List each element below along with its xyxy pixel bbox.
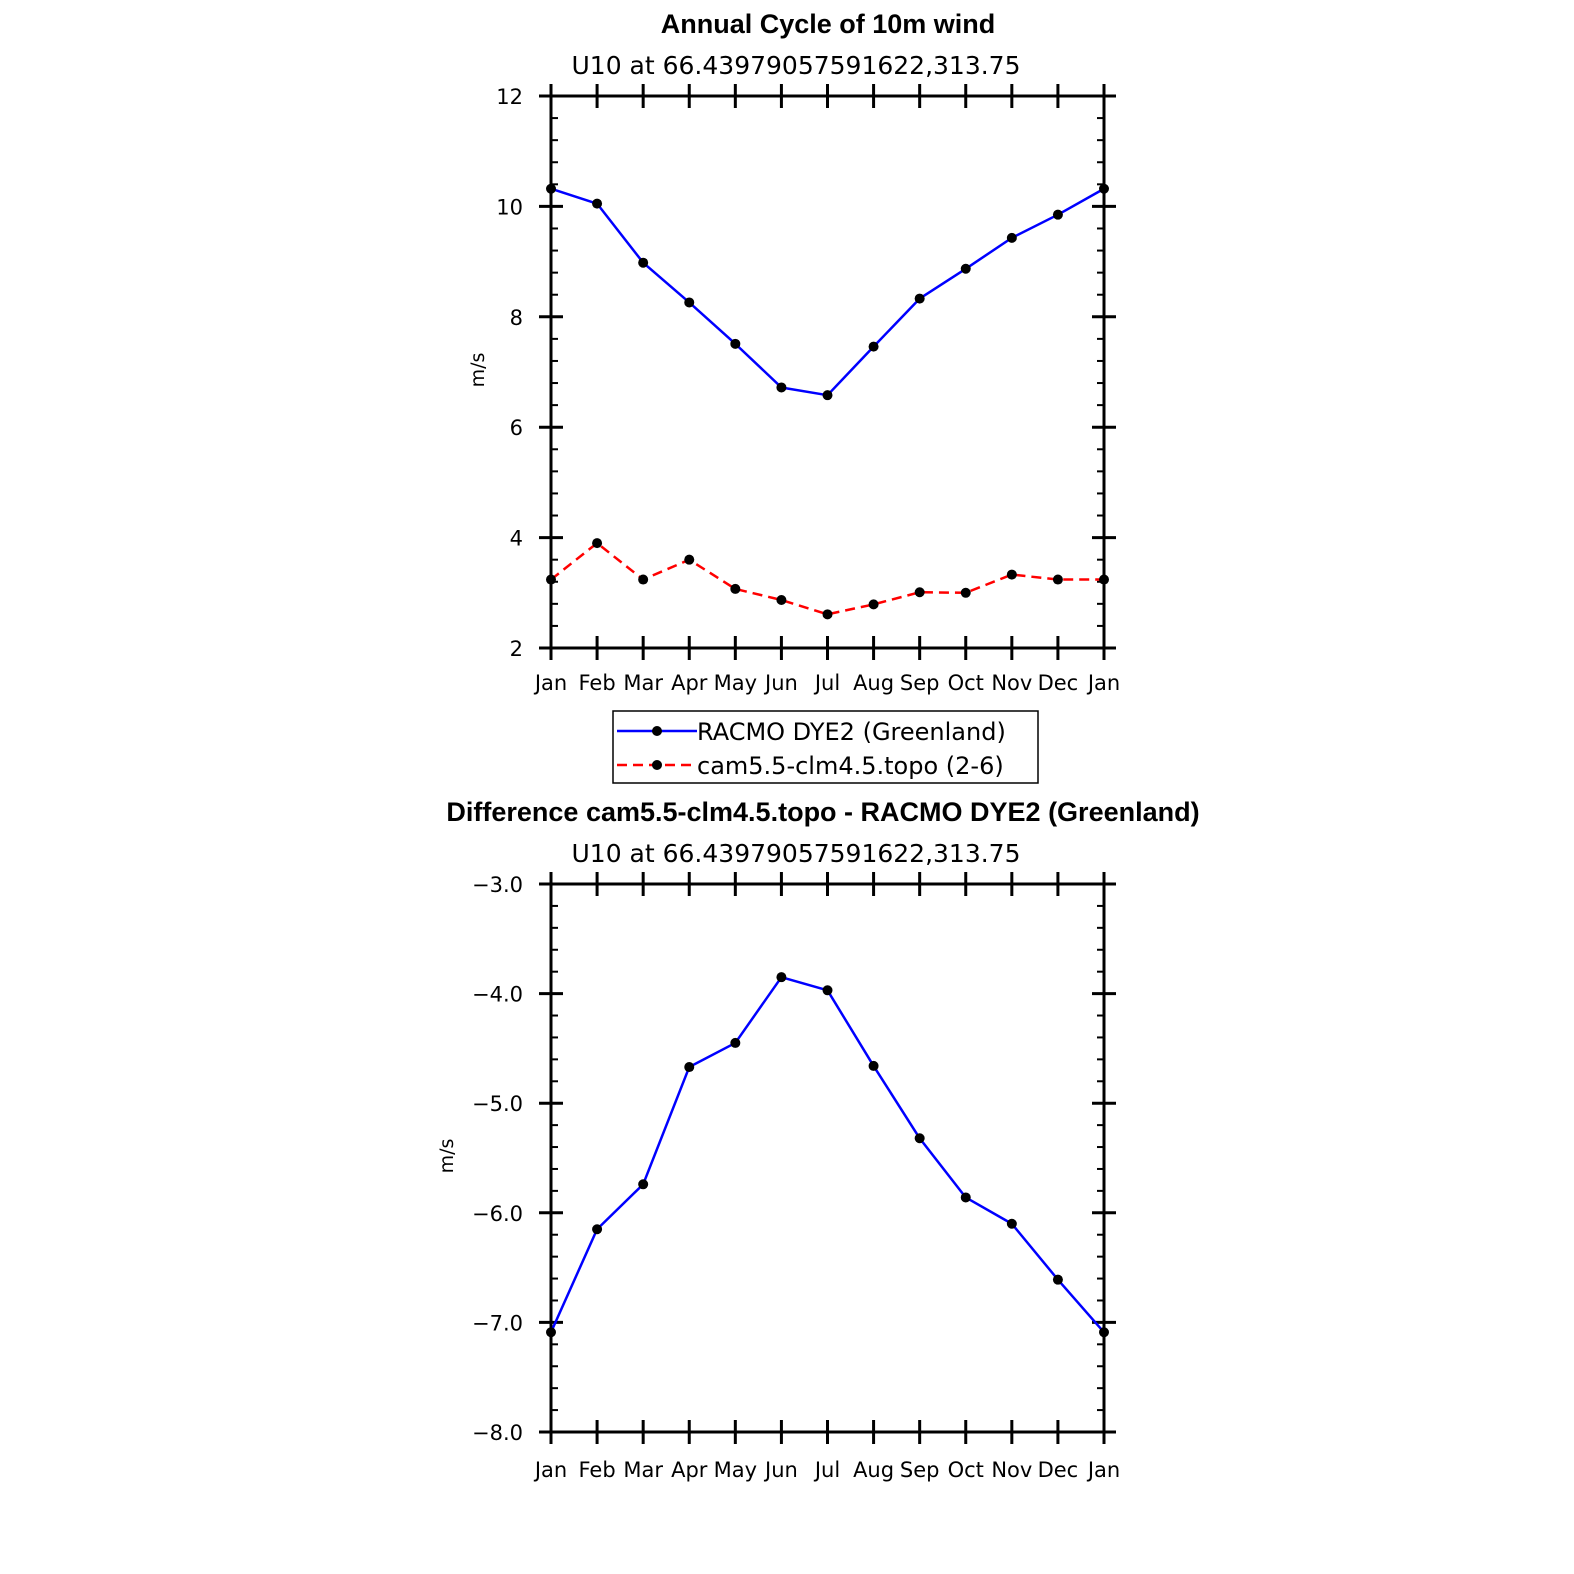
data-point xyxy=(961,588,971,598)
chart-subtitle: U10 at 66.43979057591622,313.75 xyxy=(571,839,1021,868)
y-tick-label: 8 xyxy=(509,305,523,330)
data-point xyxy=(546,575,556,585)
plot-frame xyxy=(551,884,1104,1432)
x-tick-label: Oct xyxy=(947,1458,984,1482)
x-tick-label: Dec xyxy=(1037,1458,1079,1482)
data-point xyxy=(823,985,833,995)
data-point xyxy=(961,1192,971,1202)
y-tick-label: −3.0 xyxy=(472,873,523,897)
y-axis-label: m/s xyxy=(436,1138,458,1174)
x-tick-label: Jun xyxy=(765,1458,798,1482)
data-point xyxy=(730,1038,740,1048)
data-point xyxy=(546,184,556,194)
x-tick-label: Dec xyxy=(1037,671,1079,695)
data-point xyxy=(823,609,833,619)
x-tick-label: May xyxy=(713,1458,758,1482)
x-tick-label: Feb xyxy=(578,671,616,695)
x-tick-label: Mar xyxy=(623,1458,663,1482)
data-point xyxy=(823,390,833,400)
series-line-1 xyxy=(551,543,1104,614)
chart-title: Annual Cycle of 10m wind xyxy=(660,9,996,39)
data-point xyxy=(1053,1275,1063,1285)
x-tick-label: Sep xyxy=(899,1458,940,1482)
y-tick-label: −8.0 xyxy=(472,1421,523,1445)
x-tick-label: Jan xyxy=(1087,1458,1121,1482)
y-tick-label: 6 xyxy=(509,416,523,441)
x-tick-label: Sep xyxy=(899,671,940,695)
data-point xyxy=(915,294,925,304)
y-tick-label: 10 xyxy=(496,195,523,220)
data-point xyxy=(1007,570,1017,580)
data-point xyxy=(1053,210,1063,220)
data-point xyxy=(915,587,925,597)
data-point xyxy=(684,555,694,565)
data-point xyxy=(684,1062,694,1072)
x-tick-label: Oct xyxy=(947,671,984,695)
y-tick-label: −7.0 xyxy=(472,1311,523,1336)
y-tick-label: −6.0 xyxy=(472,1201,523,1226)
x-tick-label: Jan xyxy=(534,671,568,695)
y-tick-label: 12 xyxy=(496,85,523,109)
annual-cycle-panel xyxy=(467,9,1120,695)
plot-frame xyxy=(551,96,1104,648)
data-point xyxy=(592,199,602,209)
data-point xyxy=(592,538,602,548)
data-point xyxy=(1053,575,1063,585)
x-tick-label: Jul xyxy=(814,671,841,695)
x-tick-label: Aug xyxy=(853,671,895,695)
data-point xyxy=(776,382,786,392)
data-point xyxy=(730,584,740,594)
data-point xyxy=(961,264,971,274)
data-point xyxy=(776,972,786,982)
legend-marker-cam xyxy=(652,760,662,770)
data-point xyxy=(1099,575,1109,585)
y-tick-label: −4.0 xyxy=(472,982,523,1007)
x-tick-label: Jun xyxy=(765,671,798,695)
chart-title: Difference cam5.5-clm4.5.topo - RACMO DYE2 (Greenland) xyxy=(446,797,1200,827)
y-axis-label: m/s xyxy=(467,352,489,388)
data-point xyxy=(776,595,786,605)
x-tick-label: Nov xyxy=(991,671,1033,695)
legend-label-racmo: RACMO DYE2 (Greenland) xyxy=(697,718,1006,746)
x-tick-label: Jan xyxy=(534,1458,568,1482)
data-point xyxy=(684,297,694,307)
data-point xyxy=(638,1179,648,1189)
data-point xyxy=(1099,184,1109,194)
data-point xyxy=(869,1061,879,1071)
data-point xyxy=(638,575,648,585)
x-tick-label: Feb xyxy=(578,1458,616,1482)
legend-label-cam: cam5.5-clm4.5.topo (2-6) xyxy=(697,752,1004,780)
difference-panel xyxy=(436,797,1200,1482)
x-tick-label: May xyxy=(713,671,758,695)
x-tick-label: Aug xyxy=(853,1458,895,1482)
data-point xyxy=(915,1133,925,1143)
data-point xyxy=(592,1224,602,1234)
data-point xyxy=(730,339,740,349)
x-tick-label: Nov xyxy=(991,1458,1033,1482)
chart-subtitle: U10 at 66.43979057591622,313.75 xyxy=(571,51,1021,80)
y-tick-label: 4 xyxy=(509,526,523,551)
data-point xyxy=(1099,1327,1109,1337)
series-line-0 xyxy=(551,189,1104,395)
y-tick-label: −5.0 xyxy=(472,1092,523,1117)
plot-area xyxy=(496,84,1120,695)
data-point xyxy=(546,1327,556,1337)
x-tick-label: Jan xyxy=(1087,671,1121,695)
x-tick-label: Apr xyxy=(671,1458,708,1482)
legend xyxy=(613,711,1038,783)
data-point xyxy=(638,258,648,268)
x-tick-label: Apr xyxy=(671,671,708,695)
data-point xyxy=(1007,1219,1017,1229)
x-tick-label: Mar xyxy=(623,671,663,695)
data-point xyxy=(1007,233,1017,243)
legend-marker-racmo xyxy=(652,726,662,736)
series-line-0 xyxy=(551,977,1104,1332)
x-tick-label: Jul xyxy=(814,1458,841,1482)
y-tick-label: 2 xyxy=(509,637,523,661)
data-point xyxy=(869,342,879,352)
data-point xyxy=(869,599,879,609)
plot-area xyxy=(472,872,1120,1482)
